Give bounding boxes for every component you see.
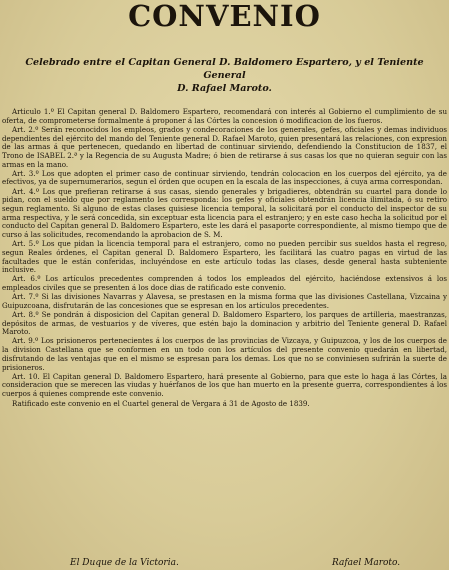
article-text: Los artículos precedentes comprenden á todos los empleados del ejército, haciéndose extensivos á los empleados civiles que se presenten á los doce dias de ratificado este convenio. bbox=[2, 274, 447, 293]
article-label: Art. 4.º bbox=[12, 186, 40, 196]
article-2 bbox=[2, 126, 447, 170]
article-text: Los que prefieran retirarse á sus casas, siendo generales y brigadieres, obtendrán su cuartel para donde lo pidan, con el sueldo que por reglamento les corresponda: los gefes y oficiales obtendrán licencia ilimitada, ó su retiro segun reglamento. Si alguno de estas clases quisiese licencia temporal, la solicitará por el conducto del inspector de su arma respectiva, y le será concedida, sin exceptuar esta licencia para el estranjero; y en este caso hecha la solicitud por el conducto del Capitan general D. Baldomero Espartero, este les dará el pasaporte correspondiente, al mismo tiempo que de curso á las solicitudes, recomendando la aprobacion de S. M. bbox=[2, 186, 447, 240]
article-1 bbox=[2, 108, 447, 125]
signature-left: El Duque de la Victoria. bbox=[70, 558, 179, 568]
article-label: Art. 9.º bbox=[12, 336, 39, 346]
article-text: Los que pidan la licencia temporal para el estranjero, como no pueden percibir sus sueldos hasta el regreso, segun Reales órdenes, el Capitan general D. Baldomero Espartero, les facilitará las cuatro pagas en virtud de las facultades que le están conferidas, incluyéndose en este artículo todas las clases, desde general hasta subteniente inclusive. bbox=[2, 239, 447, 275]
article-6 bbox=[2, 275, 447, 292]
document-title: CONVENIO bbox=[128, 0, 321, 33]
article-text: El Capitan general D. Baldomero Espartero, recomendará con interés al Gobierno el cumplimiento de su oferta, de comprometerse formalmente á proponer á las Córtes la concesion ó modificacion de los fueros. bbox=[2, 108, 447, 125]
article-7 bbox=[2, 293, 447, 310]
article-label: Art. 8.º bbox=[12, 309, 39, 319]
article-label: Art. 3.º bbox=[12, 168, 39, 178]
ratification-line: Ratificado este convenio en el Cuartel general de Vergara á 31 de Agosto de 1839. bbox=[12, 398, 310, 408]
article-text: Serán reconocidos los empleos, grados y condecoraciones de los generales, gefes, oficiales y demas individuos dependientes del ejército del mando del Teniente general D. Rafael Maroto, quien presentará las relaciones, con expresion de las armas á que pertenecen, quedando en libertad de continuar sirviendo, defendiendo la Constitucion de 1837, el Trono de ISABEL 2.ª y la Regencia de su Augusta Madre; ó bien de retirarse á sus casas los que no quieran seguir con las armas en la mano. bbox=[2, 124, 447, 169]
article-9 bbox=[2, 337, 447, 372]
article-text: Los prisioneros pertenecientes á los cuerpos de las provincias de Vizcaya, y Guipuzcoa, y los de los cuerpos de la division Castellana que se conformen en un todo con los artículos del presente convenio quedarán en libertad, disfrutando de las ventajas que en el mismo se espresan para los demas. Los que no se conviniesen sufrirán la suerte de prisioneros. bbox=[2, 336, 447, 372]
document-subtitle bbox=[6, 56, 443, 95]
article-3 bbox=[2, 170, 447, 187]
article-8 bbox=[2, 311, 447, 337]
article-label: Art. 6.º bbox=[12, 274, 41, 284]
article-text: El Capitan general D. Baldomero Espartero, hará presente al Gobierno, para que este lo haga á las Córtes, la consideracion que se merecen las viudas y huérfanos de los que han muerto en la presente guerra, correspondientes á los cuerpos á quienes comprende este convenio. bbox=[2, 371, 447, 399]
subtitle-line-2: D. Rafael Maroto. bbox=[177, 83, 272, 94]
article-label: Articulo 1.º bbox=[12, 108, 54, 116]
article-label: Art. 7.º bbox=[12, 292, 39, 302]
subtitle-line-1: Celebrado entre el Capitan General D. Baldomero Espartero, y el Teniente General bbox=[25, 57, 424, 81]
article-text: Si las divisiones Navarras y Alavesa, se prestasen en la misma forma que las divisiones Castellana, Vizcaina y Guipuzcoana, disfrutarán de las concesiones que se espresan en los artículos precedentes. bbox=[2, 292, 447, 310]
article-4 bbox=[2, 188, 447, 240]
article-10 bbox=[2, 373, 447, 399]
article-label: Art. 5.º bbox=[12, 239, 39, 249]
article-label: Art. 10. bbox=[12, 371, 40, 381]
article-5 bbox=[2, 240, 447, 275]
document-body bbox=[2, 108, 447, 570]
article-text: Los que adopten el primer caso de continuar sirviendo, tendrán colocacion en los cuerpos del ejército, ya de efectivos, ya de supernumerarios, segun el órden que ocupen en la escala de las inspecciones, á cuya arma correspondan. bbox=[2, 168, 447, 187]
article-label: Art. 2.º bbox=[12, 124, 39, 134]
article-text: Se pondrán á disposicion del Capitan general D. Baldomero Espartero, los parques de artilleria, maestranzas, depósitos de armas, de vestuarios y de víveres, que estén bajo la dominacion y arbitrio del Teniente general D. Rafael Maroto. bbox=[2, 309, 447, 337]
signatures bbox=[0, 558, 449, 570]
signature-right: Rafael Maroto. bbox=[332, 558, 401, 568]
